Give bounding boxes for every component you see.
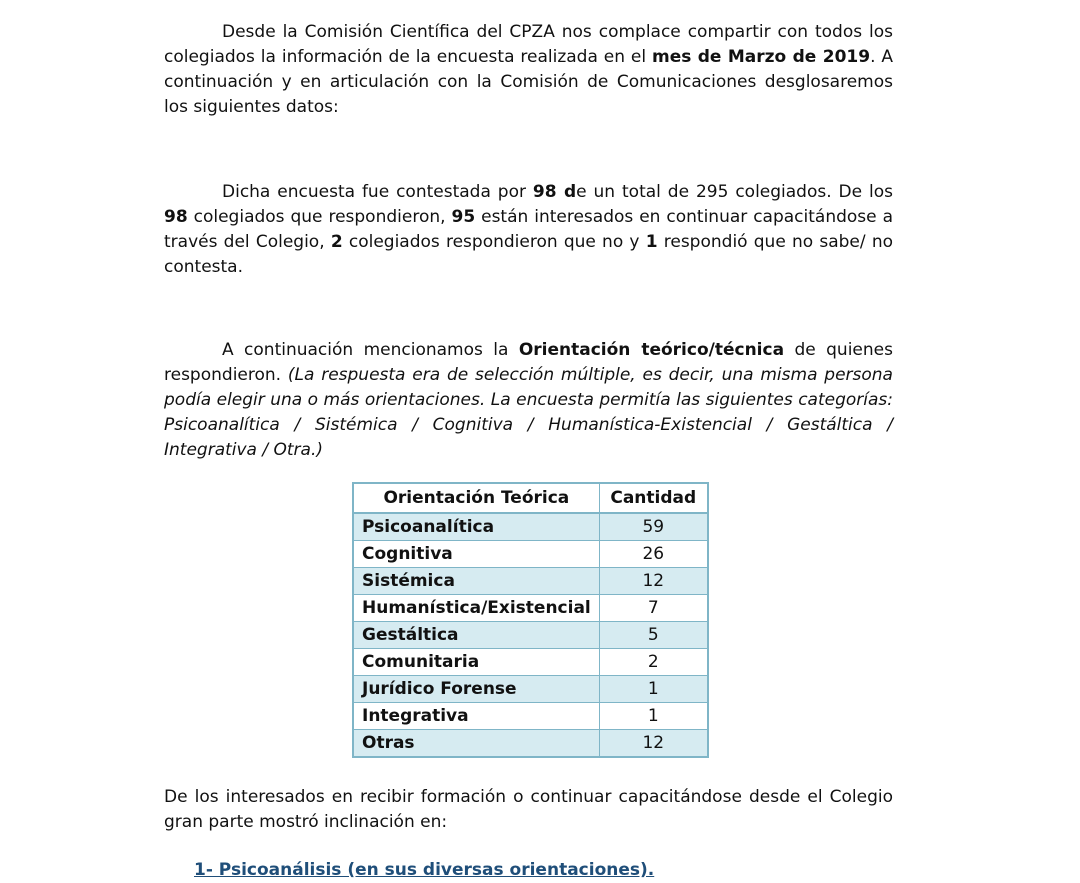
list-item-psicoanalisis: 1- Psicoanálisis (en sus diversas orientaciones). — [194, 860, 655, 880]
row-name: Otras — [353, 730, 599, 758]
interest-paragraph: De los interesados en recibir formación o continuar capacitándose desde el Colegio gran parte mostró inclinación en: — [164, 787, 893, 832]
response-text-c: e un total de 295 colegiados. De los — [576, 182, 893, 202]
response-count-bold: 98 d — [532, 182, 577, 202]
row-name: Comunitaria — [353, 649, 599, 676]
orientation-table — [352, 482, 709, 758]
table-header-row — [353, 483, 708, 513]
row-value: 59 — [599, 513, 708, 541]
row-value: 2 — [599, 649, 708, 676]
response-total-bold: 98 — [164, 207, 188, 227]
document-page — [164, 20, 893, 883]
table-row — [353, 595, 708, 622]
interested-count: 95 — [451, 207, 476, 227]
orientation-table-wrapper — [352, 482, 893, 758]
table-row — [353, 541, 708, 568]
row-value: 1 — [599, 676, 708, 703]
orientation-note: (La respuesta era de selección múltiple, es decir, una misma persona podía elegir una o más orientaciones. La encuesta permitía las siguientes categorías: Psicoanalítica / Sistémica / Cognitiva / Humanística-Existencial / Gestáltica / Integrativa / Otra.) — [164, 365, 893, 460]
header-orientation: Orientación Teórica — [353, 483, 599, 513]
response-text-i: colegiados respondieron que no y — [342, 232, 646, 252]
response-text-g: están interesados en continuar capacitándose a través del Colegio, — [164, 207, 893, 252]
table-row — [353, 568, 708, 595]
orientation-paragraph — [164, 338, 893, 463]
orientation-text-c: de quienes respondieron. — [164, 340, 893, 385]
row-value: 26 — [599, 541, 708, 568]
row-value: 1 — [599, 703, 708, 730]
row-value: 12 — [599, 730, 708, 758]
response-paragraph — [164, 180, 893, 280]
response-text-e: colegiados que respondieron, — [187, 207, 452, 227]
orientation-term: Orientación teórico/técnica — [518, 340, 785, 360]
row-value: 7 — [599, 595, 708, 622]
table-row — [353, 622, 708, 649]
orientation-text-a: A continuación mencionamos la — [222, 340, 519, 360]
table-row — [353, 730, 708, 758]
row-value: 5 — [599, 622, 708, 649]
table-row — [353, 513, 708, 541]
intro-text-1: Desde la Comisión Científica del CPZA nos complace compartir con todos los colegiados la información de la encuesta realizada en el — [164, 22, 893, 67]
survey-date: mes de Marzo de 2019 — [651, 47, 871, 67]
row-name: Cognitiva — [353, 541, 599, 568]
header-quantity: Cantidad — [599, 483, 708, 513]
table-row — [353, 703, 708, 730]
no-answer-count: 1 — [645, 232, 658, 252]
response-text-k: respondió que no sabe/ no contesta. — [164, 232, 893, 277]
row-name: Gestáltica — [353, 622, 599, 649]
row-name: Jurídico Forense — [353, 676, 599, 703]
response-text-a: Dicha encuesta fue contestada por — [222, 182, 533, 202]
intro-text-2: . A continuación y en articulación con la Comisión de Comunicaciones desglosaremos los siguientes datos: — [164, 47, 893, 117]
row-name: Sistémica — [353, 568, 599, 595]
row-value: 12 — [599, 568, 708, 595]
row-name: Integrativa — [353, 703, 599, 730]
row-name: Humanística/Existencial — [353, 595, 599, 622]
row-name: Psicoanalítica — [353, 513, 599, 541]
not-interested-count: 2 — [330, 232, 343, 252]
table-row — [353, 649, 708, 676]
intro-paragraph — [164, 20, 893, 120]
table-row — [353, 676, 708, 703]
